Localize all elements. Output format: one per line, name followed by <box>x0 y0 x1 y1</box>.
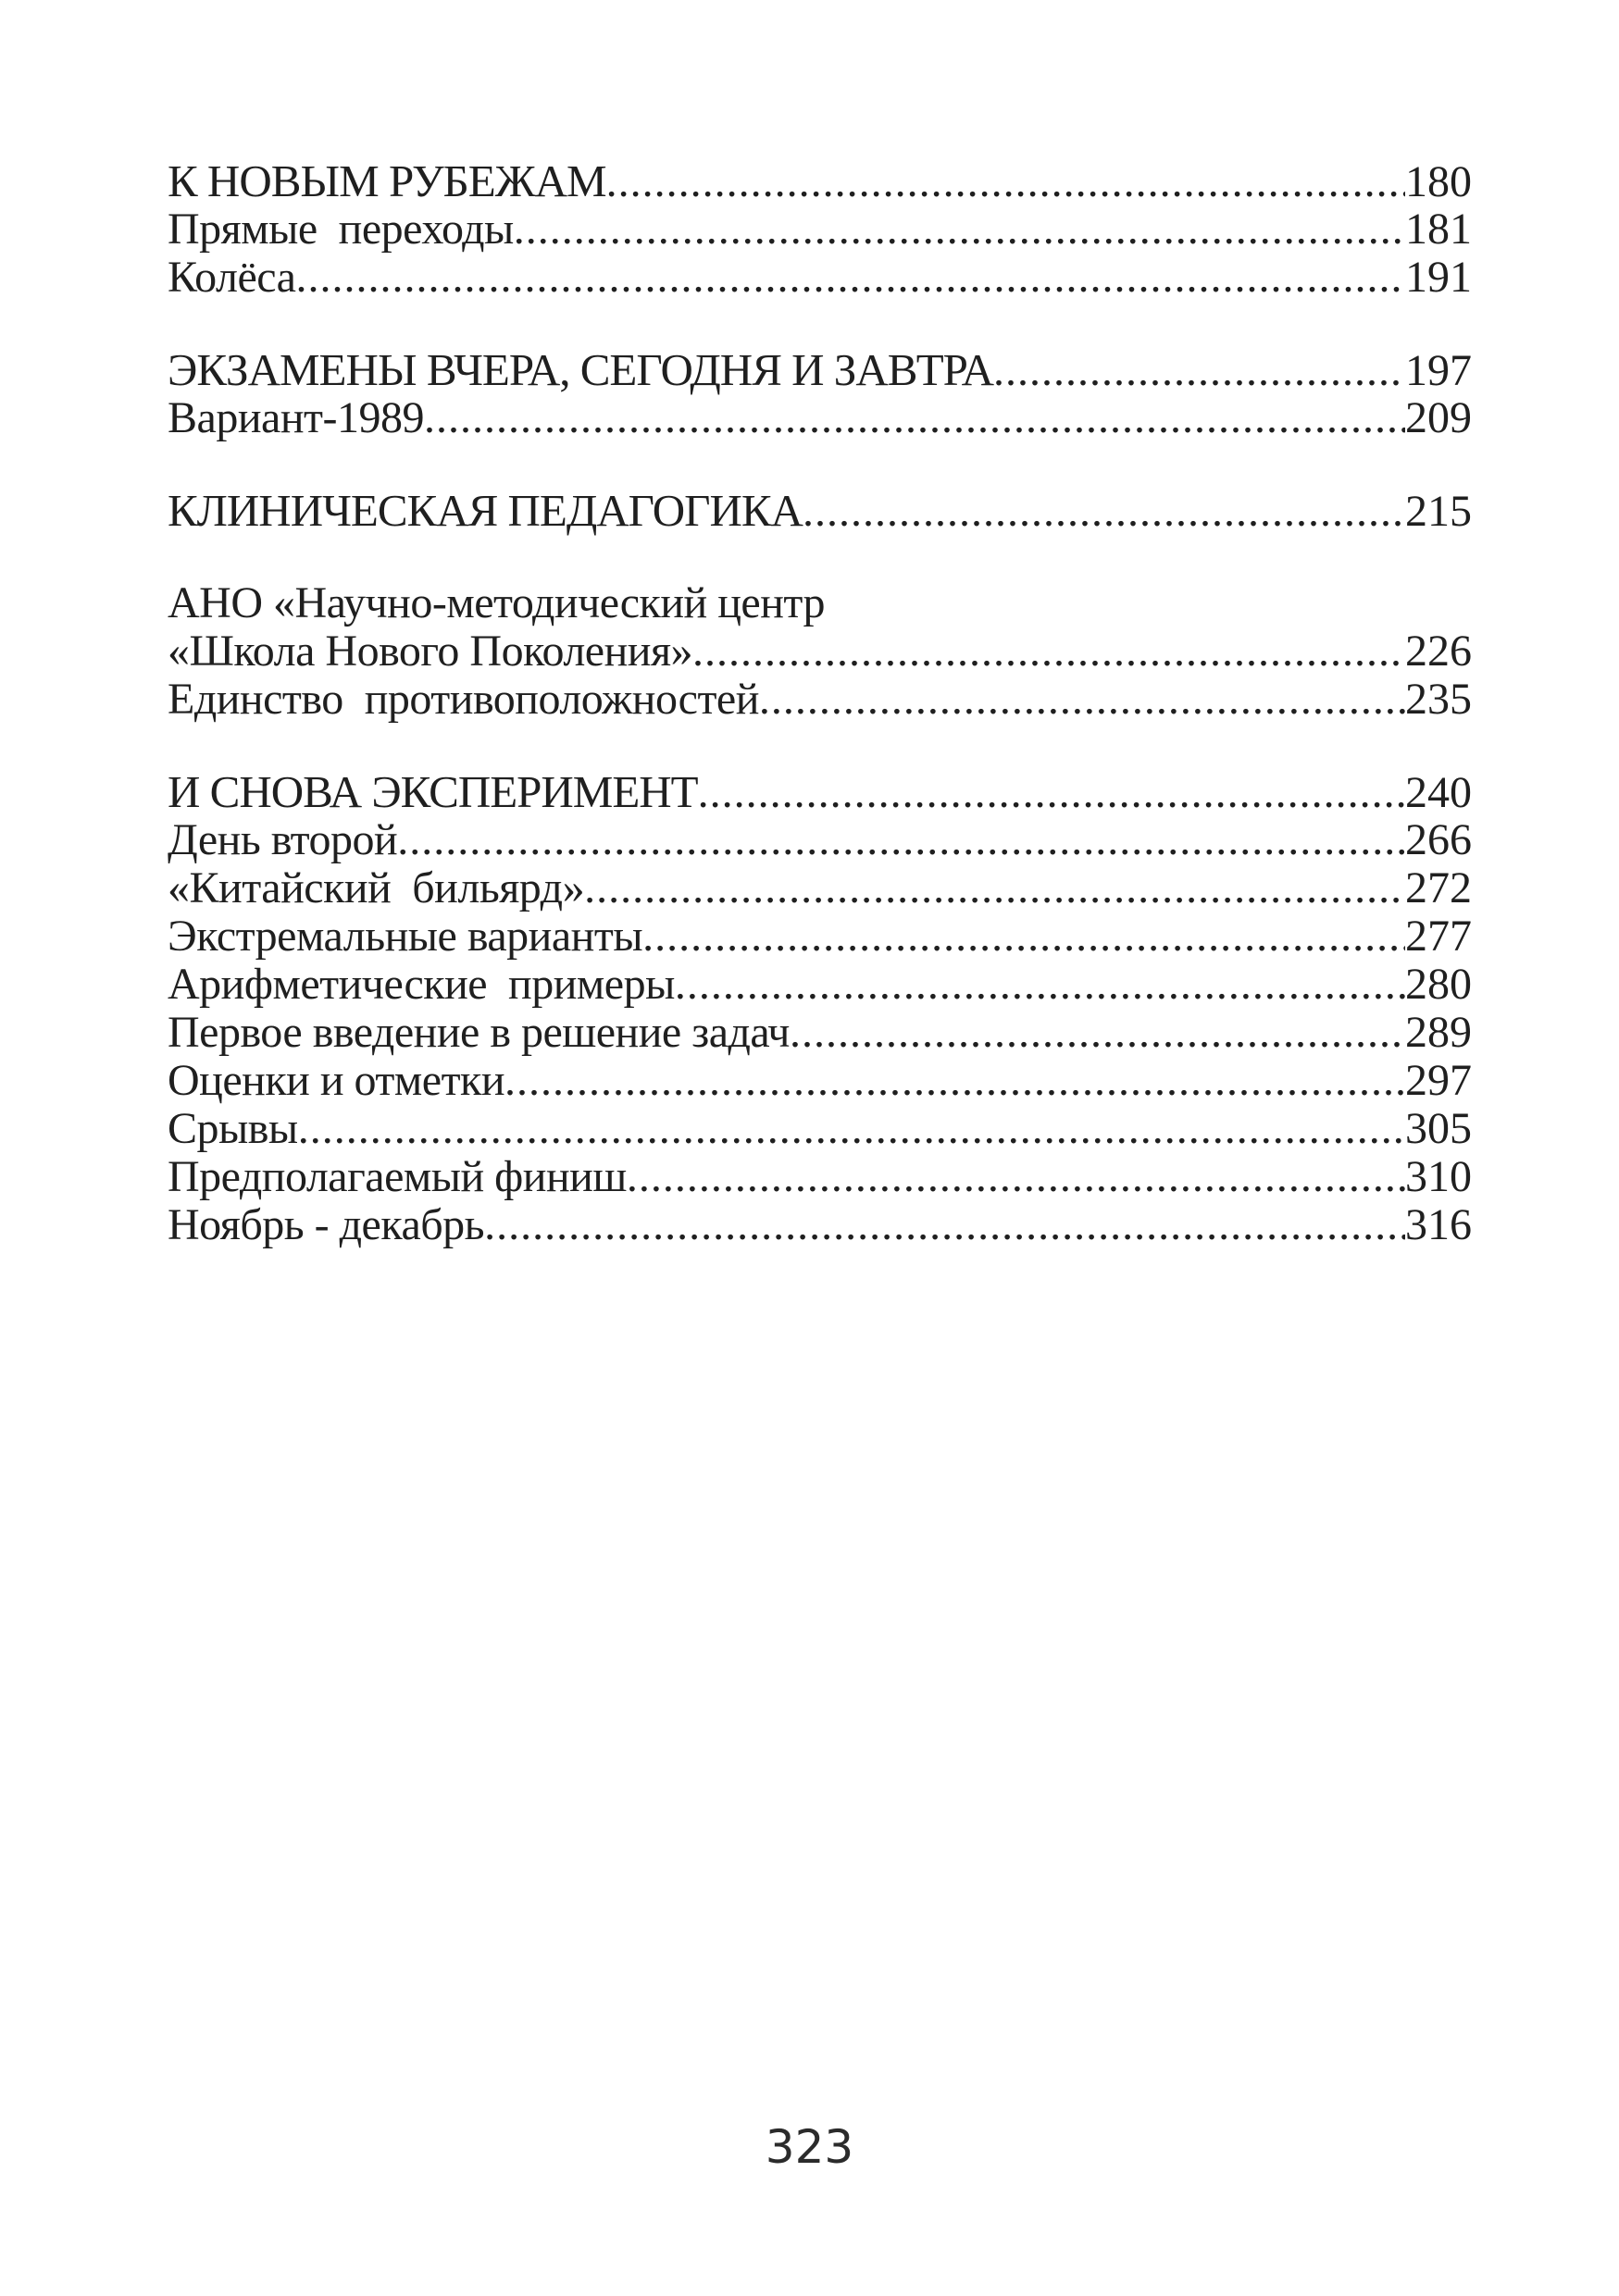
toc-entry-page: 266 <box>1405 815 1472 864</box>
toc-entry-title: К НОВЫМ РУБЕЖАМ <box>168 155 606 206</box>
toc-entry <box>168 961 1472 1009</box>
toc-entry-page: 240 <box>1405 768 1472 817</box>
toc-entry <box>168 627 1472 676</box>
toc-entry-page: 180 <box>1405 157 1472 206</box>
toc-entry-title: Колёса <box>168 253 296 302</box>
toc-dot-leader <box>295 254 1405 302</box>
toc-entry <box>168 1153 1472 1201</box>
toc-dot-leader <box>584 864 1405 912</box>
toc-dot-leader <box>627 1153 1405 1201</box>
toc-dot-leader <box>803 488 1405 536</box>
toc-entry-page: 310 <box>1405 1152 1472 1201</box>
page-footer <box>0 2120 1619 2174</box>
toc-dot-leader <box>298 1105 1405 1153</box>
toc-entry-page: 297 <box>1405 1056 1472 1105</box>
toc-entry-page: 289 <box>1405 1008 1472 1057</box>
toc-entry <box>168 864 1472 912</box>
toc-entry-title: Первое введение в решение задач <box>168 1008 790 1057</box>
table-of-contents <box>168 157 1472 1249</box>
toc-entry-title: Единство противоположностей <box>168 675 759 724</box>
toc-entry <box>168 579 1472 627</box>
toc-entry <box>168 816 1472 864</box>
toc-entry <box>168 676 1472 724</box>
section-gap <box>168 442 1472 487</box>
toc-entry-title: Предполагаемый финиш <box>168 1152 627 1201</box>
toc-entry-page: 277 <box>1405 912 1472 961</box>
toc-dot-leader <box>484 1201 1405 1249</box>
toc-entry-title: День второй <box>168 815 398 864</box>
toc-entry-page: 226 <box>1405 627 1472 676</box>
toc-entry <box>168 1009 1472 1057</box>
toc-entry <box>168 487 1472 535</box>
toc-entry-page: 209 <box>1405 393 1472 442</box>
toc-entry-page: 197 <box>1405 346 1472 395</box>
toc-dot-leader <box>993 347 1405 395</box>
toc-dot-leader <box>642 912 1405 961</box>
toc-entry-page: 316 <box>1405 1200 1472 1249</box>
toc-dot-leader <box>759 676 1405 724</box>
toc-entry <box>168 394 1472 442</box>
toc-entry-title: ЭКЗАМЕНЫ ВЧЕРА, СЕГОДНЯ И ЗАВТРА <box>168 344 994 395</box>
toc-dot-leader <box>397 816 1405 864</box>
toc-entry-page: 280 <box>1405 960 1472 1009</box>
toc-entry <box>168 768 1472 816</box>
toc-dot-leader <box>675 961 1405 1009</box>
toc-entry-page: 215 <box>1405 487 1472 536</box>
toc-entry-title: Ноябрь - декабрь <box>168 1200 485 1249</box>
toc-dot-leader <box>698 769 1405 817</box>
toc-entry-title: Прямые переходы <box>168 205 514 254</box>
toc-entry <box>168 346 1472 394</box>
toc-entry-title: Арифметические примеры <box>168 960 675 1009</box>
toc-dot-leader <box>514 205 1405 254</box>
toc-entry <box>168 157 1472 205</box>
toc-entry-title: АНО «Научно-методический центр <box>168 578 825 627</box>
toc-entry <box>168 1105 1472 1153</box>
toc-entry-page: 305 <box>1405 1104 1472 1153</box>
toc-dot-leader <box>790 1009 1405 1057</box>
page-number: 323 <box>765 2120 854 2174</box>
toc-entry-page: 191 <box>1405 253 1472 302</box>
toc-dot-leader <box>606 158 1405 206</box>
toc-entry <box>168 205 1472 254</box>
toc-entry <box>168 912 1472 961</box>
toc-dot-leader <box>692 627 1405 676</box>
toc-entry-title: Экстремальные варианты <box>168 912 643 961</box>
toc-entry <box>168 1057 1472 1105</box>
toc-entry-page: 235 <box>1405 675 1472 724</box>
toc-entry-title: «Китайский бильярд» <box>168 863 585 912</box>
section-gap <box>168 302 1472 346</box>
toc-dot-leader <box>424 394 1405 442</box>
section-gap <box>168 535 1472 579</box>
section-gap <box>168 724 1472 768</box>
toc-entry <box>168 254 1472 302</box>
toc-dot-leader <box>504 1057 1405 1105</box>
toc-entry-page: 181 <box>1405 205 1472 254</box>
toc-entry-title: КЛИНИЧЕСКАЯ ПЕДАГОГИКА <box>168 485 803 536</box>
toc-entry-title: Срывы <box>168 1104 298 1153</box>
toc-entry-title: И СНОВА ЭКСПЕРИМЕНТ <box>168 766 698 817</box>
toc-entry-title: «Школа Нового Поколения» <box>168 627 693 676</box>
toc-entry-title: Оценки и отметки <box>168 1056 505 1105</box>
toc-entry-page: 272 <box>1405 863 1472 912</box>
toc-entry-title: Вариант-1989 <box>168 393 424 442</box>
toc-entry <box>168 1201 1472 1249</box>
